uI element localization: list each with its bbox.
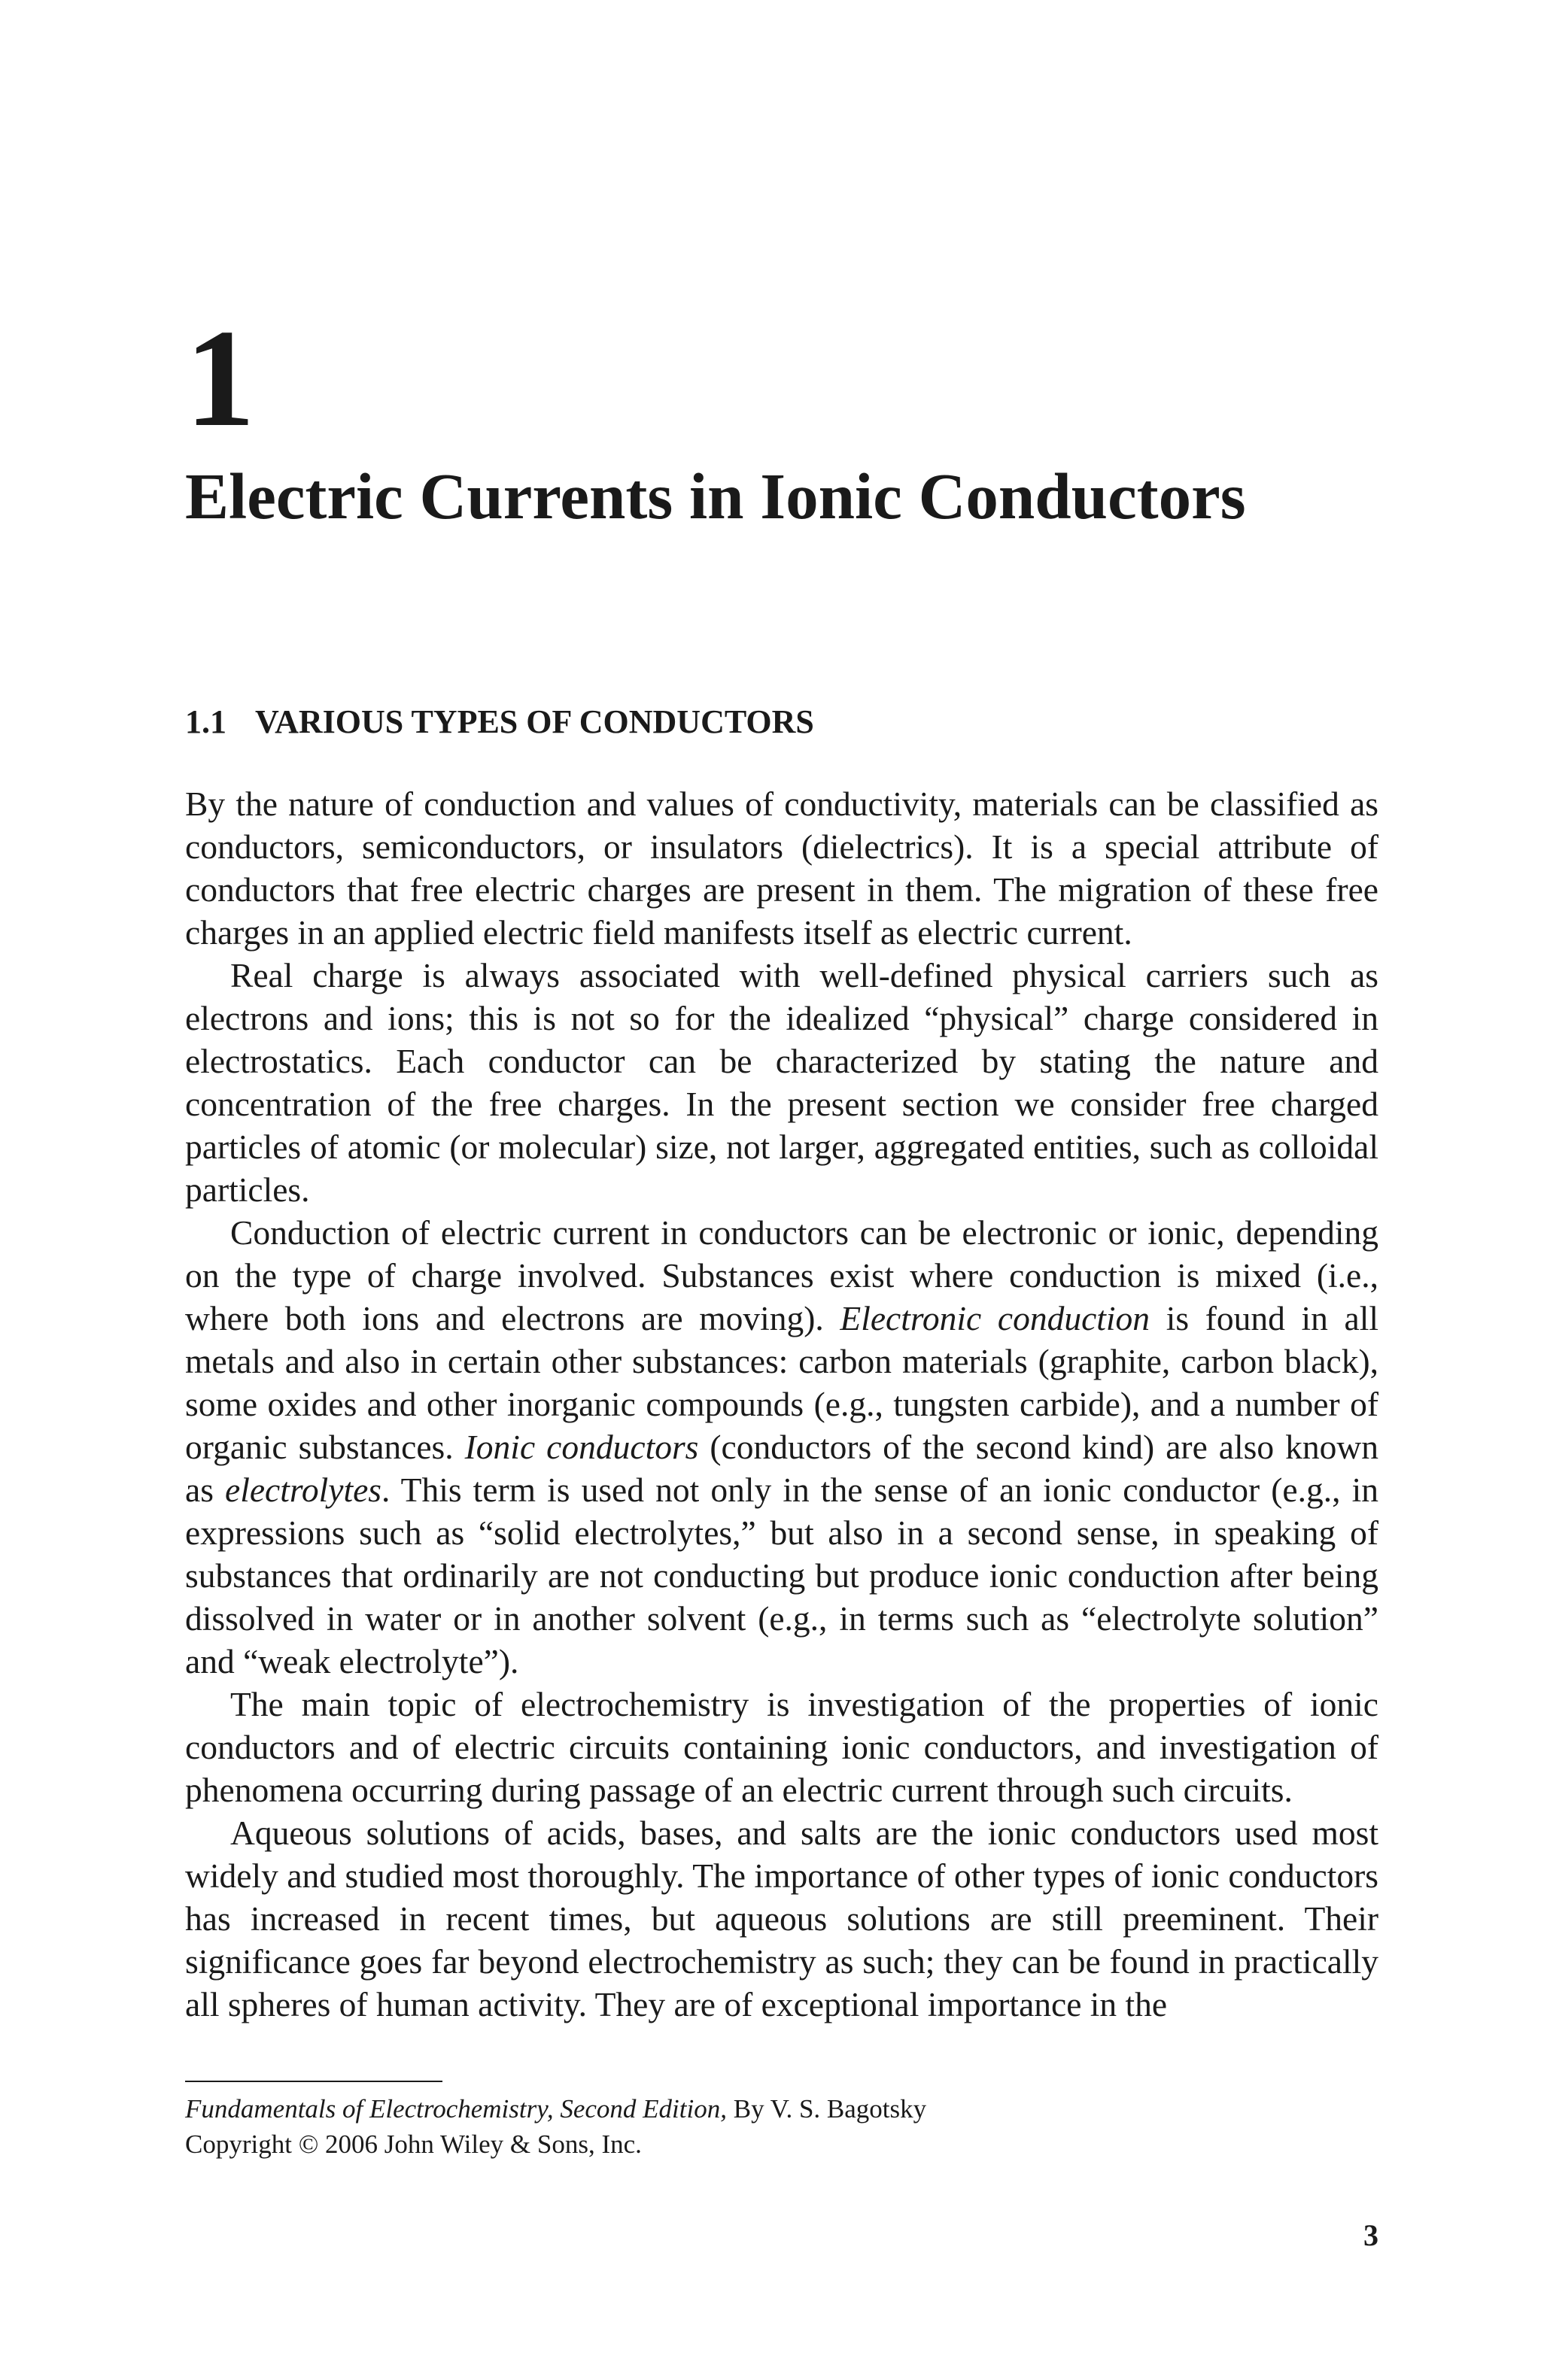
paragraph-3-text: (conductors of the second kind) are also known as — [185, 1428, 1378, 1509]
page-number: 3 — [1363, 2218, 1378, 2252]
book-author: By V. S. Bagotsky — [726, 2094, 927, 2123]
copyright-line: Copyright © 2006 John Wiley & Sons, Inc. — [185, 2130, 642, 2159]
chapter-title: Electric Currents in Ionic Conductors — [185, 460, 1246, 533]
term-electronic-conduction: Electronic conduction — [840, 1299, 1150, 1337]
chapter-number: 1 — [185, 301, 255, 456]
section-number: 1.1 — [185, 703, 226, 740]
term-ionic-conductors: Ionic conductors — [464, 1428, 699, 1466]
section-title: VARIOUS TYPES OF CONDUCTORS — [255, 703, 814, 740]
footnote-divider — [185, 2081, 442, 2082]
paragraph-1: By the nature of conduction and values of conductivity, materials can be classified as conductors, semiconductors, or insulators (dielectrics). It is a special attribute of conductors that free electric charges are present in them. The migration of these free charges in an applied electric field manifests itself as electric current. — [185, 785, 1378, 952]
footnote — [185, 2091, 926, 2162]
body-text — [185, 782, 1378, 2026]
paragraph-4: The main topic of electrochemistry is investigation of the properties of ionic conductors and of electric circuits containing ionic conductors, and investigation of phenomena occurring during passage of an electric current through such circuits. — [185, 1685, 1378, 1809]
section-heading — [185, 703, 814, 741]
footnote-citation — [185, 2091, 926, 2127]
paragraph-3 — [185, 1211, 1378, 1683]
paragraph-5: Aqueous solutions of acids, bases, and salts are the ionic conductors used most widely and studied most thoroughly. The importance of other types of ionic conductors has increased in recent times, but aqueous solutions are still preeminent. Their significance goes far beyond electrochemistry as such; they can be found in practically all spheres of human activity. They are of exceptional importance in the — [185, 1814, 1378, 2023]
term-electrolytes: electrolytes — [225, 1471, 382, 1509]
paragraph-2: Real charge is always associated with well-defined physical carriers such as electrons and ions; this is not so for the idealized “physical” charge considered in electrostatics. Each conductor can be characterized by stating the nature and concentration of the free charges. In the present section we consider free charged particles of atomic (or molecular) size, not larger, aggregated entities, such as colloidal particles. — [185, 956, 1378, 1209]
book-title: Fundamentals of Electrochemistry, Second Edition, — [185, 2094, 727, 2123]
paragraph-3-text: is found in all metals and also in certain other substances: carbon materials (graphite, carbon black), some oxides and other inorganic compounds (e.g., tungsten carbide), and a number of organic substances. — [185, 1299, 1378, 1466]
paragraph-3-text: Conduction of electric current in conductors can be electronic or ionic, depending on the type of charge involved. Substances exist where conduction is mixed (i.e., where both ions and electrons are moving). — [185, 1213, 1378, 1337]
paragraph-3-text: . This term is used not only in the sense of an ionic conductor (e.g., in expressions such as “solid electrolytes,” but also in a second sense, in speaking of substances that ordinarily are not conducting but produce ionic conduction after being dissolved in water or in another solvent (e.g., in terms such as “electrolyte solution” and “weak electrolyte”). — [185, 1471, 1378, 1680]
